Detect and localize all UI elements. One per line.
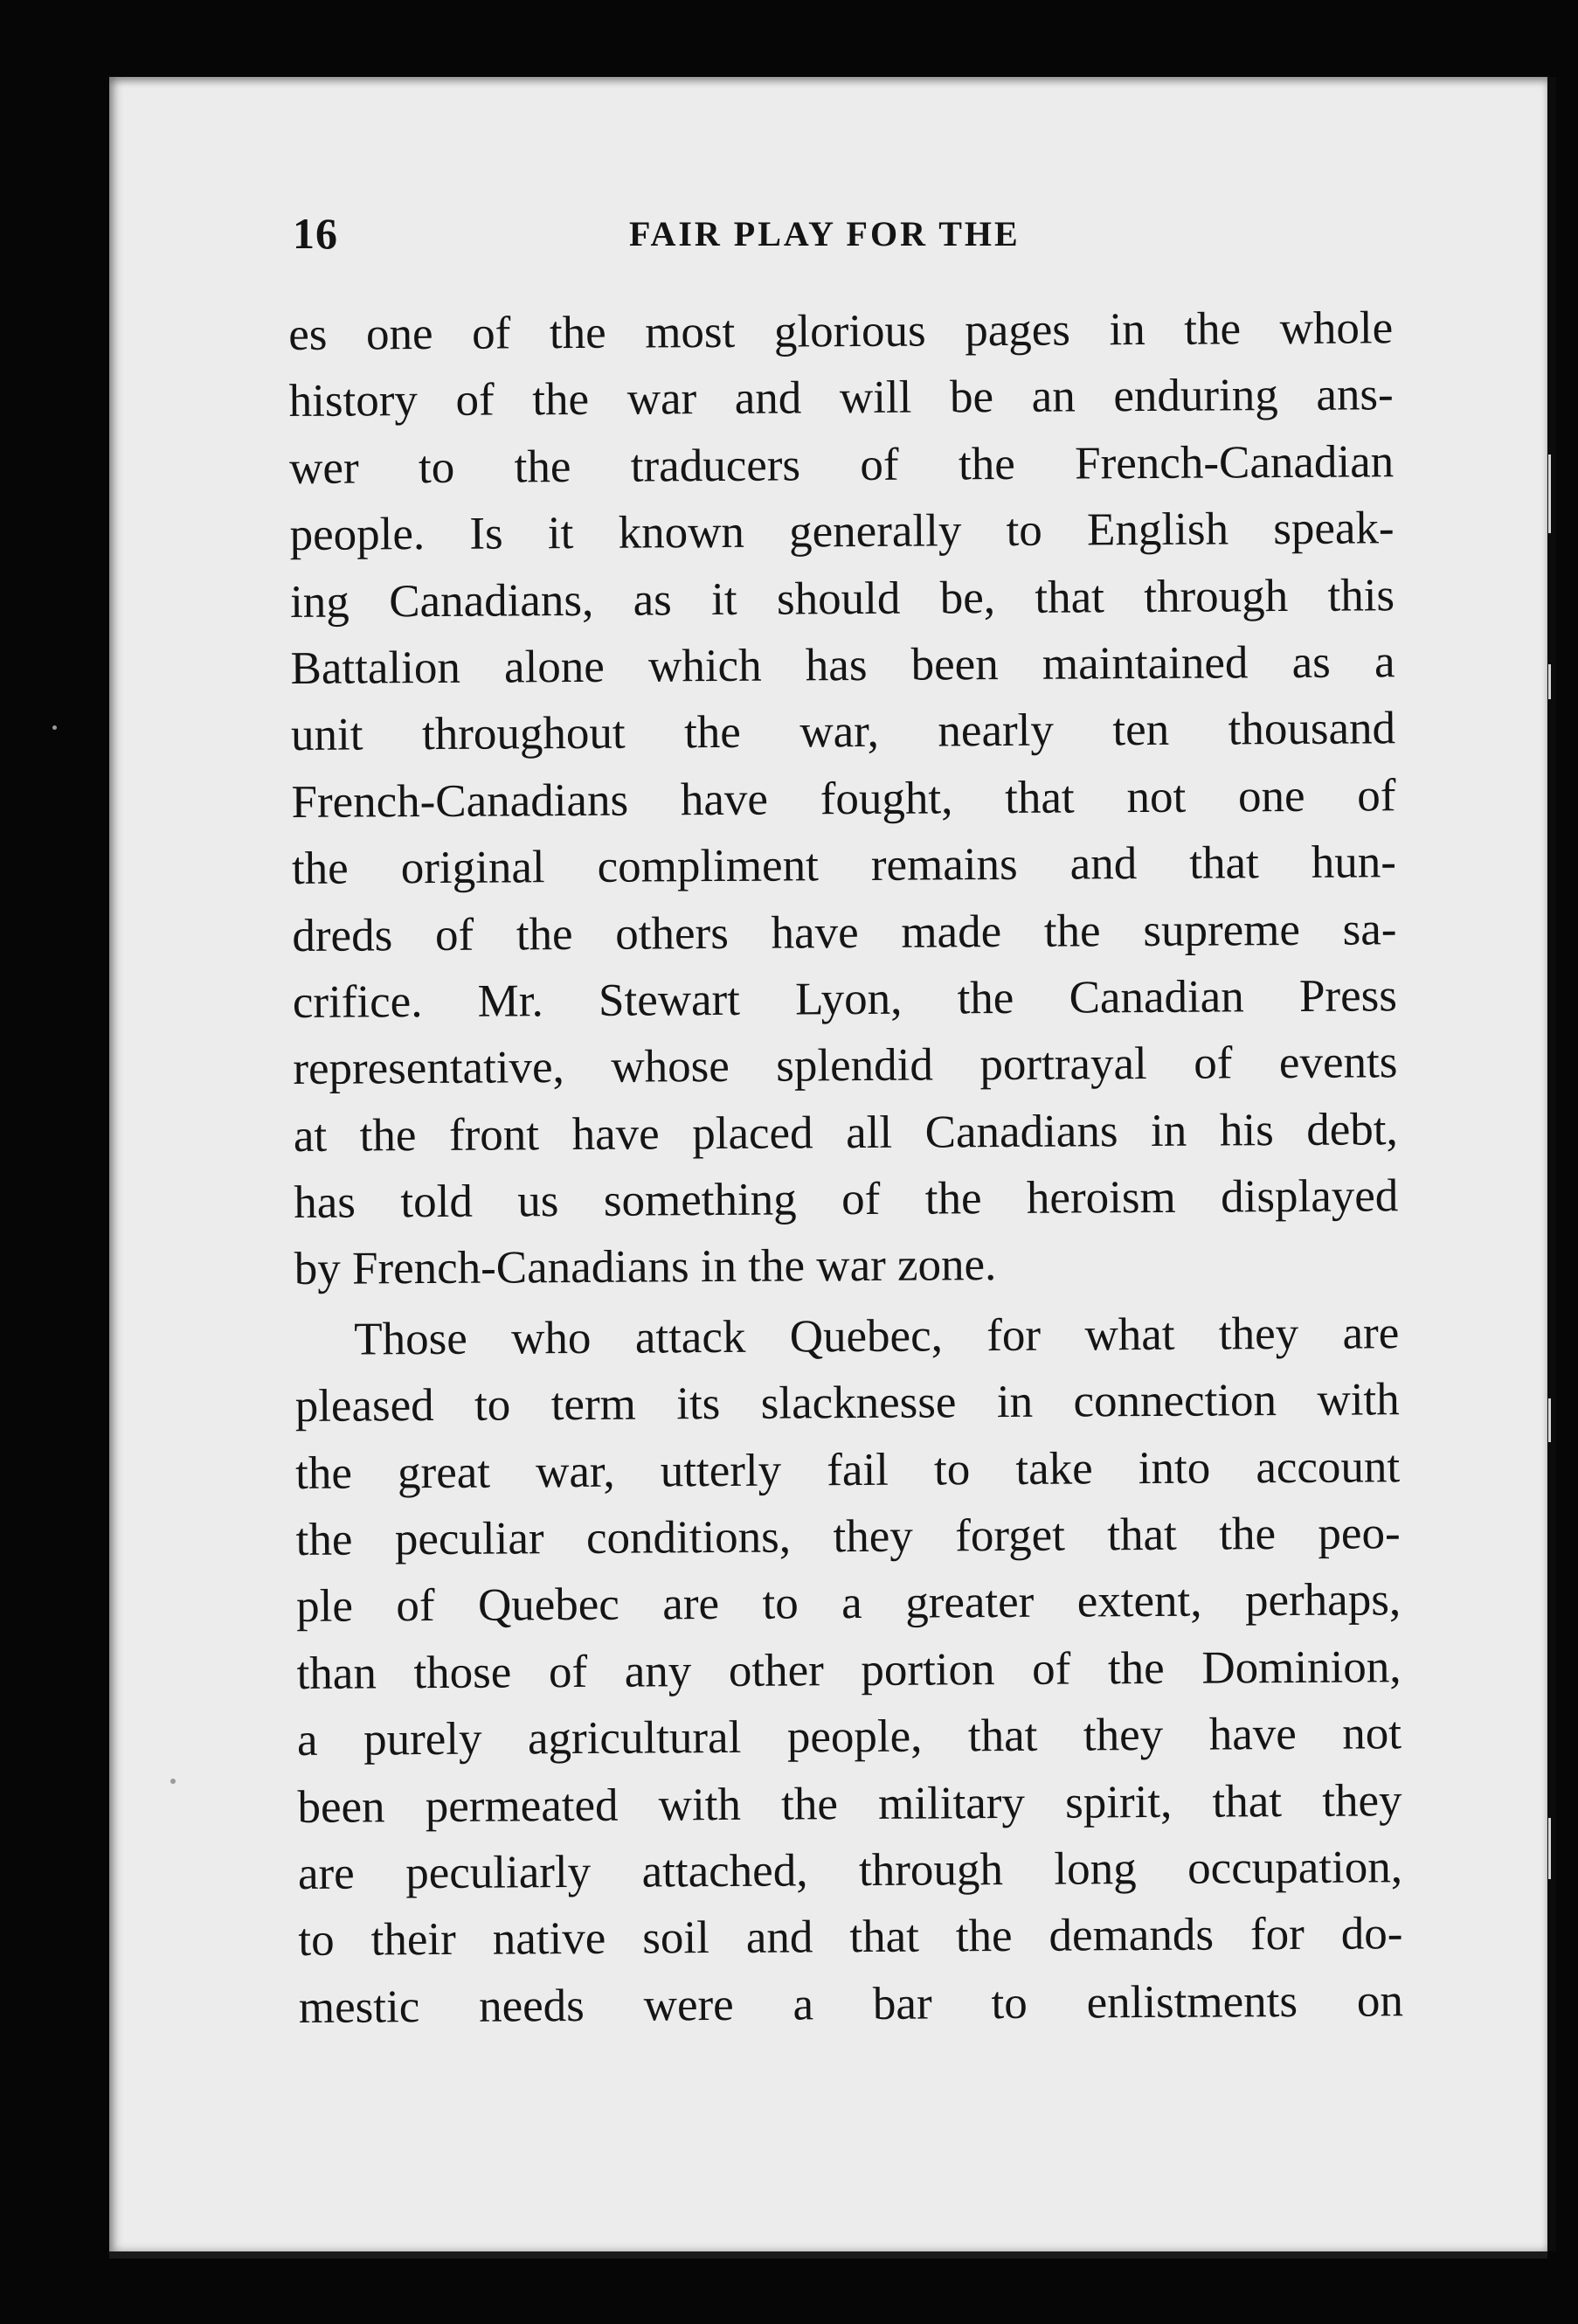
text-line: to their native soil and that the demands for do-: [298, 1908, 1403, 1967]
text-line: at the front have placed all Canadians in his debt,: [293, 1103, 1398, 1162]
edge-mark: [1548, 454, 1551, 533]
text-line: wer to the traducers of the French-Canadian: [288, 436, 1395, 494]
text-line: dreds of the others have made the supreme sa-: [292, 903, 1397, 961]
running-title: FAIR PLAY FOR THE: [629, 214, 1021, 253]
edge-mark: [1548, 664, 1551, 699]
text-line: es one of the most glorious pages in the whole: [288, 302, 1394, 360]
body-text: [288, 295, 1403, 2041]
scan-speck: [170, 1779, 176, 1784]
text-line: Those who attack Quebec, for what they are: [354, 1308, 1400, 1365]
page-bottom-edge: [109, 2251, 1547, 2258]
text-line: Battalion alone which has been maintained as a: [290, 636, 1395, 694]
text-line: mestic needs were a bar to enlistments on: [298, 1975, 1404, 2033]
page-number: 16: [293, 209, 338, 258]
text-line: has told us something of the heroism displayed: [294, 1170, 1399, 1229]
text-line: ing Canadians, as it should be, that through this: [289, 569, 1395, 628]
text-line: than those of any other portion of the Dominion,: [296, 1641, 1402, 1699]
text-line: pleased to term its slacknesse in connection with: [294, 1374, 1400, 1433]
scan-speck: [52, 725, 57, 730]
text-line: crifice. Mr. Stewart Lyon, the Canadian Press: [292, 970, 1398, 1028]
text-line: by French-Canadians in the war zone.: [294, 1239, 997, 1295]
text-line: representative, whose splendid portrayal of events: [293, 1037, 1398, 1095]
text-line: unit throughout the war, nearly ten thousand: [290, 703, 1396, 761]
text-line: ple of Quebec are to a greater extent, perhaps,: [295, 1574, 1402, 1633]
paragraph: [294, 1300, 1403, 2041]
page-right-edge: [1547, 77, 1556, 2251]
text-line: people. Is it known generally to English speak-: [289, 503, 1395, 561]
page-header: [179, 208, 1437, 260]
text-line: the original compliment remains and that hun-: [291, 836, 1397, 895]
text-line: a purely agricultural people, that they have not: [296, 1708, 1402, 1766]
text-line: the great war, utterly fail to take into account: [295, 1440, 1401, 1499]
edge-mark: [1548, 1818, 1551, 1879]
text-line: are peculiarly attached, through long occupation,: [297, 1842, 1403, 1899]
text-line: French-Canadians have fought, that not one of: [291, 770, 1396, 828]
text-line: been permeated with the military spirit, that they: [297, 1774, 1402, 1833]
edge-mark: [1548, 1398, 1551, 1442]
text-line: history of the war and will be an enduring ans-: [288, 369, 1394, 427]
text-line: the peculiar conditions, they forget that the peo-: [295, 1508, 1401, 1566]
paragraph: [288, 295, 1399, 1303]
